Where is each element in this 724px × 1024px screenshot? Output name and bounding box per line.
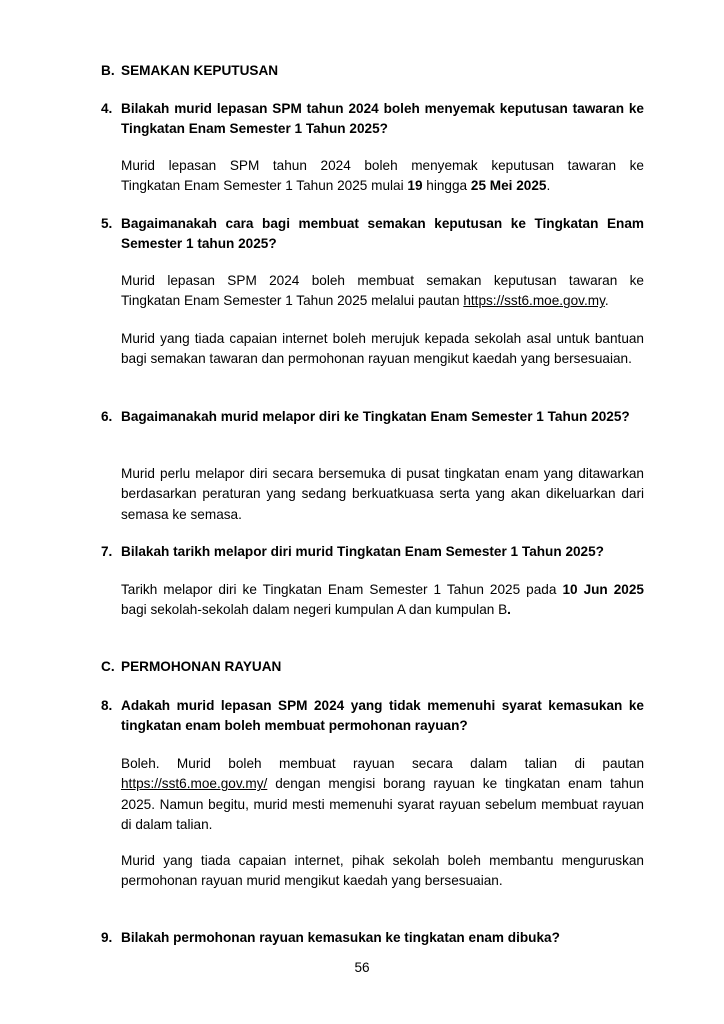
answer-8-paragraph-2: Murid yang tiada capaian internet, pihak sekolah boleh membantu menguruskan permohonan rayuan murid mengikut kaedah yang bersesuaian. (121, 853, 644, 889)
answer-text: . (546, 178, 551, 194)
answer-line (121, 600, 644, 620)
answer-text: . (507, 602, 511, 618)
section-title: SEMAKAN KEPUTUSAN (121, 63, 279, 78)
question-number: 7. (101, 544, 113, 559)
answer-line: Murid lepasan SPM tahun 2024 boleh menyemak keputusan tawaran ke (121, 158, 644, 173)
answer-text: . (604, 293, 609, 309)
section-heading-c (101, 657, 281, 677)
answer-text: 2025. Namun begitu, murid mesti memenuhi syarat rayuan sebelum membuat rayuan di dalam talian. (121, 796, 644, 833)
answer-8-paragraph-1 (121, 754, 644, 836)
question-number: 5. (101, 216, 113, 231)
answer-text: dengan mengisi borang rayuan ke tingkatan enam tahun (267, 776, 644, 792)
answer-6: Murid perlu melapor diri secara bersemuka di pusat tingkatan enam yang ditawarkan berdasarkan peraturan yang sedang berkuatkuasa serta yang akan dikeluarkan dari semasa ke semasa. (121, 466, 644, 522)
answer-7 (121, 580, 644, 621)
question-9 (101, 928, 644, 948)
question-text: Bagaimanakah cara bagi membuat semakan keputusan ke Tingkatan Enam Semester 1 tahun 2025? (121, 216, 644, 252)
question-number: 4. (101, 101, 113, 116)
section-letter: C. (101, 659, 115, 674)
question-5 (101, 214, 644, 255)
question-7 (101, 542, 644, 562)
answer-5-paragraph-1 (121, 271, 644, 312)
question-text: Bagaimanakah murid melapor diri ke Tingkatan Enam Semester 1 Tahun 2025? (121, 409, 630, 424)
answer-5-paragraph-2: Murid yang tiada capaian internet boleh merujuk kepada sekolah asal untuk bantuan bagi semakan tawaran dan permohonan rayuan mengikut kaedah yang bersesuaian. (121, 331, 644, 367)
sst6-appeal-link[interactable]: https://sst6.moe.gov.my/ (121, 776, 268, 792)
answer-text: Tingkatan Enam Semester 1 Tahun 2025 melalui pautan (121, 293, 464, 309)
question-text: Bilakah murid lepasan SPM tahun 2024 boleh menyemak keputusan tawaran ke Tingkatan Enam Semester 1 Tahun 2025? (121, 101, 644, 137)
question-text: Bilakah tarikh melapor diri murid Tingkatan Enam Semester 1 Tahun 2025? (121, 544, 604, 559)
answer-text: Tingkatan Enam Semester 1 Tahun 2025 mulai (121, 178, 408, 194)
page-number: 56 (354, 960, 370, 975)
answer-line: Murid lepasan SPM 2024 boleh membuat semakan keputusan tawaran ke (121, 273, 644, 288)
sst6-link[interactable]: https://sst6.moe.gov.my (463, 293, 605, 309)
question-number: 9. (101, 930, 113, 945)
answer-line: Boleh. Murid boleh membuat rayuan secara dalam talian di pautan (121, 756, 644, 771)
question-8 (101, 696, 644, 737)
answer-line (121, 774, 644, 794)
question-number: 6. (101, 409, 113, 424)
section-heading-b (101, 61, 278, 81)
question-number: 8. (101, 698, 113, 713)
question-6 (101, 407, 644, 427)
answer-line (121, 580, 644, 600)
question-text: Bilakah permohonan rayuan kemasukan ke tingkatan enam dibuka? (121, 930, 560, 945)
start-date: 19 (407, 178, 423, 194)
report-date: 10 Jun 2025 (562, 582, 644, 597)
answer-line (121, 176, 644, 196)
answer-4 (121, 156, 644, 197)
section-letter: B. (101, 63, 115, 78)
question-text: Adakah murid lepasan SPM 2024 yang tidak memenuhi syarat kemasukan ke tingkatan enam boleh membuat permohonan rayuan? (121, 698, 644, 734)
answer-line (121, 291, 644, 311)
end-date: 25 Mei 2025 (470, 178, 547, 194)
section-title: PERMOHONAN RAYUAN (121, 659, 282, 674)
answer-text: bagi sekolah-sekolah dalam negeri kumpulan A dan kumpulan B (121, 602, 508, 618)
question-4 (101, 99, 644, 140)
answer-text: Tarikh melapor diri ke Tingkatan Enam Semester 1 Tahun 2025 pada (121, 582, 563, 597)
answer-text: hingga (422, 178, 471, 194)
